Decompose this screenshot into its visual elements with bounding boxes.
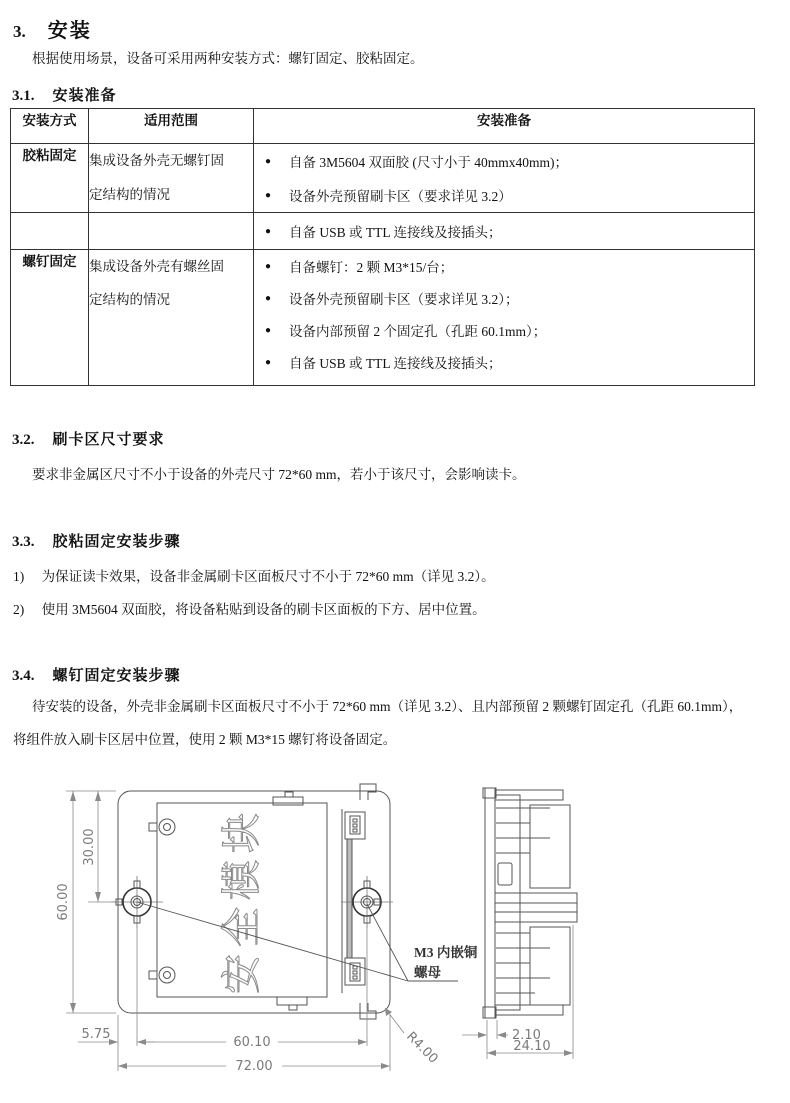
bullet-icon: ● bbox=[265, 189, 272, 201]
dim-depth: 24.10 bbox=[513, 1039, 551, 1054]
dim-left-offset: 5.75 bbox=[81, 1027, 111, 1042]
list-item-text: 设备内部预留 2 个固定孔（孔距 60.1mm）； bbox=[289, 324, 547, 339]
screw-boss-top bbox=[159, 819, 175, 835]
list-item-text: 自备 3M5604 双面胶 (尺寸小于 40mmx40mm)； bbox=[289, 155, 569, 170]
section-32-title: 刷卡区尺寸要求 bbox=[52, 432, 165, 448]
bottom-tab-nub bbox=[289, 1005, 297, 1010]
list-item-text: 自备 USB 或 TTL 连接线及接插头； bbox=[289, 356, 502, 371]
cell-method-adhesive: 胶粘固定 bbox=[11, 144, 89, 213]
cell-method-screw: 螺钉固定 bbox=[11, 250, 89, 386]
section-33-title: 胶粘固定安装步骤 bbox=[52, 534, 181, 550]
cell-scope-empty bbox=[89, 213, 254, 250]
cell-scope-screw bbox=[89, 250, 254, 386]
cell-items-adhesive bbox=[254, 144, 755, 213]
section-33-number: 3.3. bbox=[12, 534, 35, 550]
scope-line: 定结构的情况 bbox=[89, 292, 170, 307]
section-32-paragraph: 要求非金属区尺寸不小于设备的外壳尺寸 72*60 mm，若小于该尺寸，会影响读卡。 bbox=[32, 467, 526, 482]
section-31-number: 3.1. bbox=[12, 88, 35, 104]
list-item bbox=[254, 144, 754, 178]
section-3-number: 3. bbox=[13, 22, 26, 41]
header-scope: 适用范围 bbox=[89, 109, 254, 144]
cell-method-empty bbox=[11, 213, 89, 250]
list-item bbox=[254, 346, 754, 378]
dim-corner-radius: R4.00 bbox=[403, 1029, 441, 1067]
top-hook-bracket bbox=[360, 784, 376, 800]
screw-boss-bottom-tab bbox=[149, 971, 157, 979]
screw-boss-top-tab bbox=[149, 823, 157, 831]
table-row-screw bbox=[11, 250, 755, 386]
list-item-text: 设备外壳预留刷卡区（要求详见 3.2）； bbox=[289, 292, 519, 307]
list-item bbox=[254, 178, 754, 212]
section-34-line1: 待安装的设备，外壳非金属刷卡区面板尺寸不小于 72*60 mm（详见 3.2）、且内部预留 2 颗螺钉固定孔（孔距 60.1mm）， bbox=[32, 699, 743, 714]
dim-hole-top: 30.00 bbox=[82, 828, 97, 866]
bullet-icon: ● bbox=[265, 292, 272, 304]
nut-label-line1: M3 内嵌铜 bbox=[414, 945, 478, 960]
list-item bbox=[254, 250, 754, 282]
section-34-title: 螺钉固定安装步骤 bbox=[52, 668, 181, 684]
scope-line: 集成设备外壳有螺丝固 bbox=[89, 259, 224, 274]
table-row-adhesive bbox=[11, 144, 755, 213]
bullet-icon: ● bbox=[265, 260, 272, 272]
bullet-icon: ● bbox=[265, 324, 272, 336]
step-1 bbox=[13, 568, 495, 585]
intro-paragraph: 根据使用场景，设备可采用两种安装方式：螺钉固定、胶粘固定。 bbox=[32, 51, 424, 66]
dim-flange-thickness: 2.10 bbox=[512, 1028, 541, 1043]
step-2-text: 使用 3M5604 双面胶，将设备粘贴到设备的刷卡区面板的下方、居中位置。 bbox=[41, 602, 486, 617]
top-tab-nub bbox=[285, 792, 293, 797]
device-face-label: 安全模块 bbox=[219, 806, 265, 994]
nut-label-line2: 螺母 bbox=[414, 965, 441, 980]
section-34-heading bbox=[12, 664, 181, 685]
list-item-text: 自备 USB 或 TTL 连接线及接插头； bbox=[289, 225, 502, 240]
step-2-number: 2) bbox=[13, 602, 25, 617]
card-strip bbox=[347, 821, 352, 981]
dim-width: 72.00 bbox=[235, 1059, 273, 1074]
list-item bbox=[254, 314, 754, 346]
top-tab bbox=[273, 797, 303, 805]
step-1-text: 为保证读卡效果，设备非金属刷卡区面板尺寸不小于 72*60 mm（详见 3.2）。 bbox=[41, 569, 495, 584]
step-2 bbox=[13, 601, 486, 618]
section-31-title: 安装准备 bbox=[52, 88, 117, 104]
section-33-heading bbox=[12, 530, 181, 551]
list-item bbox=[254, 213, 754, 249]
screw-boss-top-inner bbox=[164, 824, 171, 831]
installation-prep-table bbox=[10, 108, 755, 386]
scope-line: 定结构的情况 bbox=[89, 187, 170, 202]
dim-hole-spacing: 60.10 bbox=[233, 1035, 271, 1050]
section-31-heading bbox=[12, 84, 117, 105]
section-3-heading bbox=[13, 14, 92, 43]
technical-drawing bbox=[30, 775, 710, 1100]
list-item bbox=[254, 282, 754, 314]
section-32-heading bbox=[12, 428, 165, 449]
bullet-icon: ● bbox=[265, 356, 272, 368]
table-header-row bbox=[11, 109, 755, 144]
section-3-title: 安装 bbox=[47, 20, 92, 42]
header-prep: 安装准备 bbox=[254, 109, 755, 144]
screw-boss-bottom bbox=[159, 967, 175, 983]
header-method: 安装方式 bbox=[11, 109, 89, 144]
cell-scope-adhesive bbox=[89, 144, 254, 213]
cell-items-screw bbox=[254, 250, 755, 386]
step-1-number: 1) bbox=[13, 569, 25, 584]
bottom-tab bbox=[277, 997, 307, 1005]
list-item-text: 设备外壳预留刷卡区（要求详见 3.2） bbox=[289, 189, 512, 204]
section-34-number: 3.4. bbox=[12, 668, 35, 684]
table-row-cable bbox=[11, 213, 755, 250]
side-view bbox=[483, 788, 577, 1018]
cell-items-cable bbox=[254, 213, 755, 250]
bottom-hook-bracket bbox=[360, 1003, 376, 1019]
section-32-number: 3.2. bbox=[12, 432, 35, 448]
list-item-text: 自备螺钉：2 颗 M3*15/台； bbox=[289, 260, 454, 275]
scope-line: 集成设备外壳无螺钉固 bbox=[89, 153, 224, 168]
bullet-icon: ● bbox=[265, 225, 272, 237]
screw-boss-bottom-inner bbox=[164, 972, 171, 979]
bullet-icon: ● bbox=[265, 155, 272, 167]
section-34-line2: 将组件放入刷卡区居中位置，使用 2 颗 M3*15 螺钉将设备固定。 bbox=[13, 732, 397, 747]
dim-height: 60.00 bbox=[56, 883, 71, 921]
